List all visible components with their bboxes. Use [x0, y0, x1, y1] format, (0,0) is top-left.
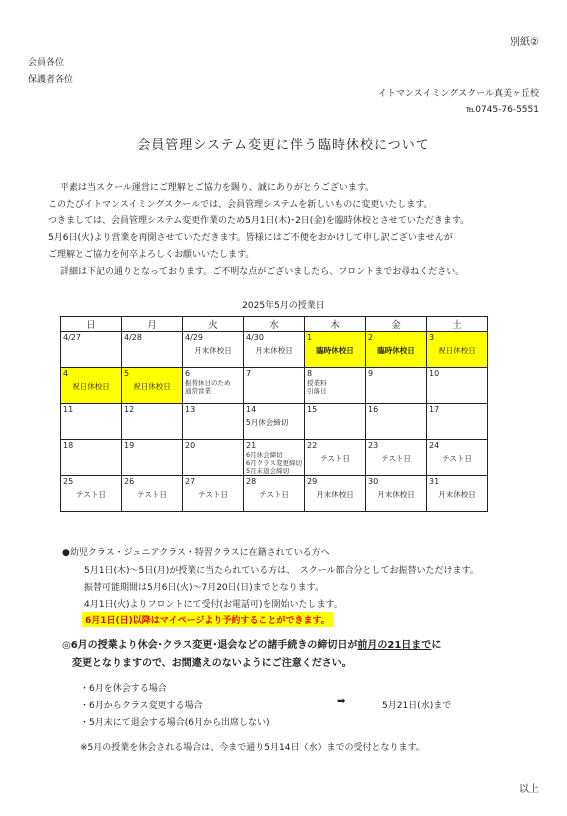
procedure-item: ・5月末にて退会する場合(6月から出席しない)	[80, 718, 270, 728]
calendar-day-cell	[244, 332, 305, 368]
calendar-day-cell	[61, 404, 122, 440]
body-line: このたびイトマンスイミングスクールでは、会員管理システムを新しいものに変更いたします。	[48, 200, 433, 210]
calendar-day-cell	[61, 440, 122, 476]
body-line: 平素は当スクール運営にご理解とご協力を賜り、誠にありがとうございます。	[60, 183, 375, 193]
calendar-day-cell	[244, 476, 305, 512]
weekday-header: 土	[427, 317, 488, 332]
calendar-date: 19	[124, 441, 135, 450]
weekday-header: 月	[122, 317, 183, 332]
calendar-date: 14	[246, 405, 257, 414]
calendar-date: 4	[63, 369, 69, 378]
calendar-date: 17	[429, 405, 440, 414]
calendar-day-cell	[61, 368, 122, 404]
calendar-day-cell	[366, 404, 427, 440]
calendar-day-cell	[366, 368, 427, 404]
section2-line2: 変更となりますので、お間違えのないようにご注意ください。	[72, 658, 352, 669]
section1-line: 5月1日(木)～5日(月)が授業に当たられている方は、 スクール都合分としてお振替いただけます。	[84, 566, 479, 576]
calendar-day-cell	[427, 476, 488, 512]
page-title: 会員管理システム変更に伴う臨時休校について	[137, 138, 430, 153]
calendar-date: 16	[368, 405, 379, 414]
calendar-date: 30	[368, 477, 379, 486]
calendar-date: 29	[307, 477, 318, 486]
weekday-header: 金	[366, 317, 427, 332]
calendar-week-row	[61, 368, 488, 404]
calendar-day-cell	[244, 368, 305, 404]
calendar-date: 8	[307, 369, 313, 378]
recipient-members: 会員各位	[28, 58, 65, 68]
calendar-note: 月末休校日	[194, 346, 232, 355]
calendar-day-cell	[183, 476, 244, 512]
calendar-date: 5	[124, 369, 130, 378]
phone-number: ℡0745-76-5551	[465, 105, 539, 115]
body-line: 詳細は下記の通りとなっております。ご不明な点がございましたら、フロントまでお尋ねください。	[60, 267, 465, 277]
calendar-day-cell	[305, 440, 366, 476]
calendar-caption: 2025年5月の授業日	[242, 301, 325, 311]
calendar-note: 祝日休校日	[438, 346, 476, 355]
weekday-header: 火	[183, 317, 244, 332]
calendar-note: 6月休会締切 6月クラス変更締切 5月末退会締切	[246, 451, 302, 475]
calendar-date: 4/28	[124, 333, 142, 342]
calendar-table	[60, 316, 488, 512]
procedure-item: ・6月を休会する場合	[80, 684, 167, 694]
body-line: 5月6日(火)より営業を再開させていただきます。皆様にはご不便をおかけして申し訳ございませんが	[48, 233, 453, 243]
calendar-day-cell	[366, 440, 427, 476]
calendar-date: 23	[368, 441, 379, 450]
calendar-date: 4/30	[246, 333, 264, 342]
calendar-note: 振替休日のため 通常営業	[185, 379, 231, 395]
calendar-note: テスト日	[76, 490, 106, 499]
calendar-date: 6	[185, 369, 191, 378]
calendar-date: 2	[368, 333, 374, 342]
calendar-week-row	[61, 404, 488, 440]
calendar-date: 10	[429, 369, 440, 378]
calendar-day-cell	[244, 404, 305, 440]
calendar-note: テスト日	[198, 490, 228, 499]
calendar-note: 月末休校日	[255, 346, 293, 355]
calendar-date: 4/29	[185, 333, 203, 342]
calendar-date: 28	[246, 477, 257, 486]
calendar-day-cell	[244, 440, 305, 476]
calendar-day-cell	[427, 404, 488, 440]
calendar-note: 月末休校日	[316, 490, 354, 499]
calendar-date: 31	[429, 477, 440, 486]
calendar-date: 3	[429, 333, 435, 342]
calendar-week-row	[61, 440, 488, 476]
calendar-date: 9	[368, 369, 374, 378]
calendar-day-cell	[305, 476, 366, 512]
calendar-note: 授業料 引落日	[307, 379, 327, 395]
section2-text-a: ◎6月の授業より休会･クラス変更･退会などの諸手続きの締切日が	[62, 640, 358, 651]
weekday-header: 日	[61, 317, 122, 332]
calendar-note: 臨時休校日	[316, 346, 354, 355]
calendar-day-cell	[122, 368, 183, 404]
calendar-day-cell	[122, 404, 183, 440]
calendar-day-cell	[427, 440, 488, 476]
calendar-day-cell	[122, 440, 183, 476]
calendar-note: 月末休校日	[438, 490, 476, 499]
calendar-day-cell	[427, 368, 488, 404]
weekday-header: 木	[305, 317, 366, 332]
calendar-date: 20	[185, 441, 196, 450]
body-line: ご理解とご協力を何卒よろしくお願いいたします。	[48, 250, 255, 260]
calendar-date: 24	[429, 441, 440, 450]
section1-heading: ●幼児クラス・ジュニアクラス・特習クラスに在籍されている方へ	[62, 548, 330, 558]
calendar-day-cell	[61, 332, 122, 368]
calendar-date: 27	[185, 477, 196, 486]
calendar-date: 4/27	[63, 333, 81, 342]
recipient-guardians: 保護者各位	[28, 75, 74, 85]
calendar-day-cell	[61, 476, 122, 512]
calendar-date: 21	[246, 441, 257, 450]
section2-underlined-deadline: 前月の21日まで	[357, 640, 432, 651]
calendar-day-cell	[366, 332, 427, 368]
calendar-date: 1	[307, 333, 313, 342]
section1-line: 4月1日(火)よりフロントにて受付(お電話可)を開始いたします。	[84, 600, 343, 610]
calendar-note: 祝日休校日	[72, 382, 110, 391]
calendar-note: テスト日	[442, 454, 472, 463]
calendar-day-cell	[305, 404, 366, 440]
footnote: ※5月の授業を休会される場合は、今まで通り5月14日（水）までの受付となります。	[80, 743, 425, 753]
calendar-day-cell	[366, 476, 427, 512]
closing-text: 以上	[519, 784, 539, 795]
calendar-note: テスト日	[381, 454, 411, 463]
procedure-item: ・6月からクラス変更する場合	[80, 701, 203, 711]
calendar-day-cell	[122, 332, 183, 368]
calendar-date: 11	[63, 405, 74, 414]
calendar-date: 18	[63, 441, 74, 450]
calendar-date: 15	[307, 405, 318, 414]
deadline-text: 5月21日(水)まで	[382, 701, 452, 711]
calendar-body	[61, 332, 488, 512]
calendar-note: 臨時休校日	[377, 346, 415, 355]
calendar-day-cell	[122, 476, 183, 512]
calendar-note: 5月休会締切	[246, 418, 289, 427]
calendar-day-cell	[183, 440, 244, 476]
calendar-day-cell	[183, 368, 244, 404]
calendar-note: 月末休校日	[377, 490, 415, 499]
calendar-date: 13	[185, 405, 196, 414]
calendar-note: テスト日	[137, 490, 167, 499]
calendar-day-cell	[183, 332, 244, 368]
calendar-date: 7	[246, 369, 252, 378]
calendar-note: 祝日休校日	[133, 382, 171, 391]
calendar-note: テスト日	[320, 454, 350, 463]
section1-highlight: 6月1日(日)以降はマイページより予約することができます。	[82, 612, 333, 627]
calendar-date: 25	[63, 477, 74, 486]
calendar-note: テスト日	[259, 490, 289, 499]
school-name: イトマンスイミングスクール真美ヶ丘校	[377, 89, 539, 99]
attachment-label: 別紙②	[510, 37, 539, 48]
calendar-day-cell	[183, 404, 244, 440]
calendar-date: 26	[124, 477, 135, 486]
weekday-header-row	[61, 317, 488, 332]
calendar-week-row	[61, 332, 488, 368]
calendar-day-cell	[305, 332, 366, 368]
calendar-week-row	[61, 476, 488, 512]
calendar-day-cell	[427, 332, 488, 368]
calendar-day-cell	[305, 368, 366, 404]
section1-line: 振替可能期間は5月6日(火)～7月20日(日)までとなります。	[84, 583, 324, 593]
calendar-date: 22	[307, 441, 318, 450]
body-line: つきましては、会員管理システム変更作業のため5月1日(木)･2日(金)を臨時休校とさせていただきます。	[48, 216, 470, 226]
calendar-date: 12	[124, 405, 135, 414]
section2-line1	[62, 636, 441, 651]
weekday-header: 水	[244, 317, 305, 332]
arrow-icon: ➡	[337, 696, 346, 707]
section2-text-c: に	[431, 640, 442, 651]
